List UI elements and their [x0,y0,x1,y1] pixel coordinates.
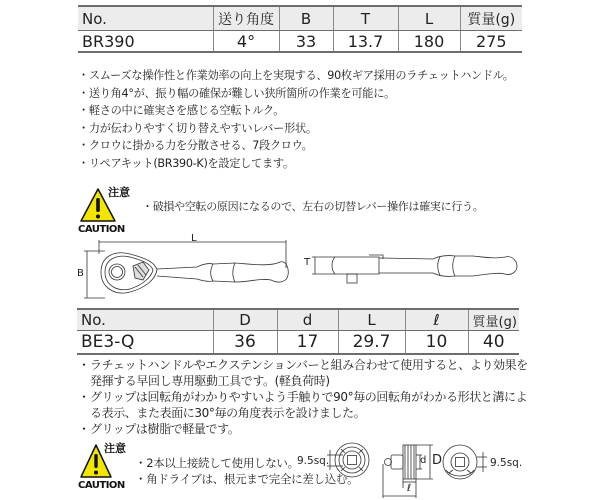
ratchet-feature-list [78,67,514,172]
sq-left-label: 9.5sq. [297,455,330,467]
col-header-no: No. [78,6,213,31]
list-item-text: グリップは樹脂で軽量です。 [90,422,240,436]
list-item: ・リペアキット(BR390-K)を設定してます。 [78,156,294,170]
dim-D-label: D [432,453,443,468]
caution-line: ・2本以上接続して使用しない。 [135,456,299,470]
spinner-caution-block [78,440,138,492]
ratchet-spec-table [78,5,522,53]
cell-no: BE3-Q [77,331,213,355]
cell-l-small: 10 [405,331,468,355]
table-header-row [77,309,519,331]
spinner-spec-table [77,308,519,355]
cell-b: 33 [279,31,333,53]
cell-t: 13.7 [333,31,398,53]
cell-mass: 275 [460,31,522,53]
list-item: ・力が伝わりやすく切り替えやすいレバー形状。 [78,121,317,135]
dim-t-label: T [304,257,311,268]
list-item: ・スムーズな操作性と作業効率の向上を実現する、90枚ギア採用のラチェットハンドル。 [78,69,514,82]
cell-no: BR390 [78,31,213,53]
col-header-l: L [398,6,460,31]
cell-l: 180 [398,31,460,53]
bullet: ・ [78,422,90,436]
caution-label: CAUTION [78,480,125,491]
col-header-inner-diameter: d [277,309,338,331]
spinner-dimension-drawing [325,440,530,500]
ratchet-side-drawing [305,250,530,300]
caution-title: 注意 [104,442,126,455]
dim-l-label: L [191,233,197,244]
sq-right-label: 9.5sq. [490,457,523,469]
col-header-l-small: ℓ [405,309,468,331]
cell-outer-diameter: 36 [213,331,277,355]
table-header-row [78,6,522,31]
bullet: ・ [78,390,90,404]
col-header-length: L [338,309,405,331]
cell-length: 29.7 [338,331,405,355]
table-row [78,31,522,53]
ratchet-caution-text: ・破損や空転の原因になるので、左右の切替レバー操作は確実に行う。 [142,200,484,213]
list-item-text: グリップは回転角がわかりやすいよう手触りで90°毎の回転角がわかる形状と溝による表示、また表面に30°毎の角度表示を設けました。 [90,390,528,420]
col-header-feed-angle: 送り角度 [213,6,279,31]
col-header-b: B [279,6,333,31]
caution-label: CAUTION [78,224,125,235]
col-header-outer-diameter: D [213,309,277,331]
cell-inner-diameter: 17 [277,331,338,355]
list-item [78,421,530,437]
list-item [78,357,530,389]
spinner-feature-list [78,357,530,437]
list-item: ・送り角4°が、振り幅の確保が難しい狭所箇所の作業を可能に。 [78,86,395,100]
dim-d-label: d [420,455,427,466]
col-header-t: T [333,6,398,31]
caution-title: 注意 [108,186,130,199]
list-item [78,389,530,421]
list-item: ・クロウに掛かる力を分散させる、7段クロウ。 [78,139,313,152]
col-header-no: No. [77,309,213,331]
cell-mass: 40 [468,331,519,355]
dim-l-small-label: ℓ [407,483,412,494]
table-row [77,331,519,355]
list-item: ・軽さの中に確実さを感じる空転トルク。 [78,104,285,117]
col-header-mass: 質量(g) [460,6,522,31]
bullet: ・ [78,358,90,372]
list-item-text: ラチェットハンドルやエクステンションバーと組み合わせて使用すると、より効果を発揮する早回し専用駆動工具です。(軽負荷時) [90,358,528,388]
col-header-mass: 質量(g) [468,309,519,331]
ratchet-caution-block [78,184,138,236]
dim-b-label: B [77,268,84,279]
caution-line: ・角ドライブは、根元まで完全に差し込む。 [135,472,359,486]
cell-feed-angle: 4° [213,31,279,53]
